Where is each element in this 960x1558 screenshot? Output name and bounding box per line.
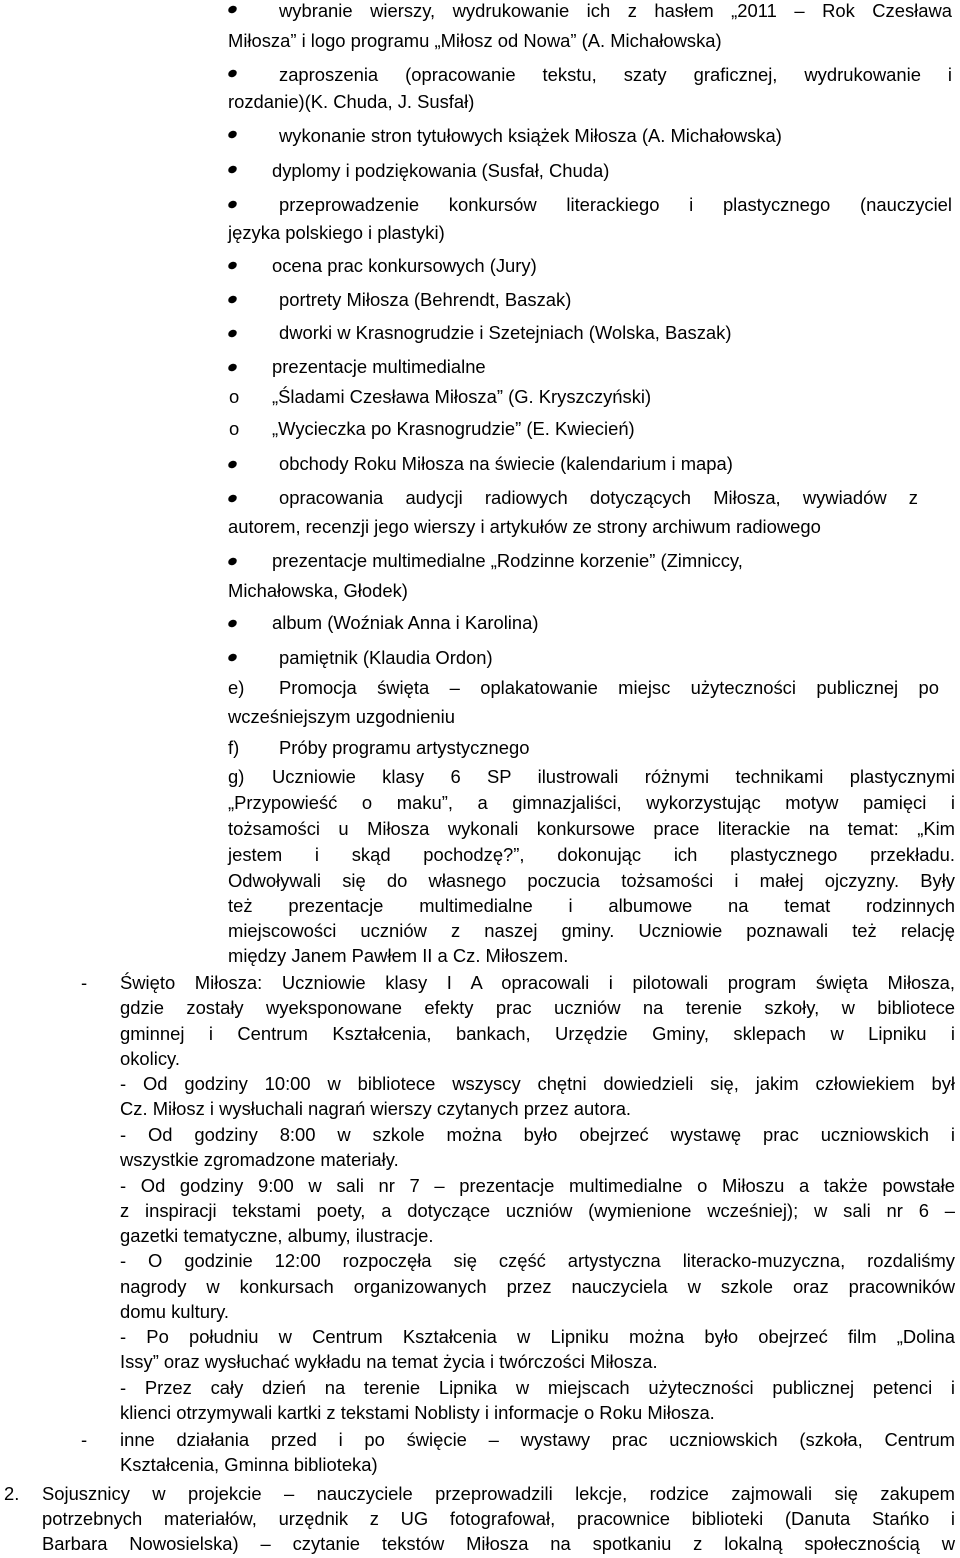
- sub-bullet-text: „Śladami Czesława Miłosza” (G. Kryszczyński): [272, 386, 652, 407]
- schedule-line: - Od godziny 9:00 w sali nr 7 – prezentacje multimedialne o Miłoszu a także powstałe: [120, 1175, 955, 1196]
- bullet-dot: [227, 294, 238, 304]
- item-g-line: między Janem Pawłem II a Cz. Miłoszem.: [228, 945, 569, 966]
- section2-line: potrzebnych materiałów, urzędnik z UG fotografował, pracownice biblioteki (Danuta Stańko i: [42, 1508, 955, 1529]
- bullet-text: album (Woźniak Anna i Karolina): [272, 612, 539, 633]
- bullet-dot: [227, 459, 238, 469]
- bullet-text: dyplomy i podziękowania (Susfał, Chuda): [272, 160, 610, 181]
- sub-bullet-marker: o: [229, 386, 240, 407]
- dash-marker: -: [81, 1429, 88, 1450]
- sub-bullet-text: „Wycieczka po Krasnogrudzie” (E. Kwiecień): [272, 418, 635, 439]
- bullet-dot: [227, 129, 238, 139]
- item-g-line: „Przypowieść o maku”, a gimnazjaliści, wykorzystując motyw pamięci i: [228, 792, 955, 813]
- bullet-text: prezentacje multimedialne „Rodzinne korzenie” (Zimniccy,: [272, 550, 743, 571]
- bullet-dot: [227, 199, 238, 209]
- item-marker-g: g): [228, 766, 245, 787]
- item-g-line: jestem i skąd pochodzę?”, dokonując ich plastycznego przekładu.: [228, 844, 955, 865]
- sub-bullet-marker: o: [229, 418, 240, 439]
- bullet-dot: [227, 652, 238, 662]
- bullet-text: prezentacje multimedialne: [272, 356, 486, 377]
- bullet-text: obchody Roku Miłosza na świecie (kalendarium i mapa): [279, 453, 733, 474]
- inne-line: Kształcenia, Gminna biblioteka): [120, 1454, 378, 1475]
- item-e-text: Promocja święta – oplakatowanie miejsc użyteczności publicznej po: [279, 677, 939, 698]
- bullet-text-cont: Miłosza” i logo programu „Miłosz od Nowa” (A. Michałowska): [228, 30, 722, 51]
- item-f-text: Próby programu artystycznego: [279, 737, 530, 758]
- swieto-line: okolicy.: [120, 1048, 180, 1069]
- schedule-line: - O godzinie 12:00 rozpoczęła się część artystyczna literacko-muzyczna, rozdaliśmy: [120, 1250, 955, 1271]
- bullet-dot: [227, 618, 238, 628]
- schedule-line: - Po południu w Centrum Kształcenia w Lipniku można było obejrzeć film „Dolina: [120, 1326, 955, 1347]
- schedule-line: - Od godziny 10:00 w bibliotece wszyscy chętni dowiedzieli się, jakim człowiekiem był: [120, 1073, 955, 1094]
- bullet-text-cont: autorem, recenzji jego wierszy i artykułów ze strony archiwum radiowego: [228, 516, 821, 537]
- schedule-line: wszystkie zgromadzone materiały.: [120, 1149, 399, 1170]
- bullet-text: pamiętnik (Klaudia Ordon): [279, 647, 493, 668]
- item-marker-e: e): [228, 677, 245, 698]
- bullet-text: przeprowadzenie konkursów literackiego i plastycznego (nauczyciel: [279, 194, 952, 215]
- schedule-line: domu kultury.: [120, 1301, 230, 1322]
- schedule-line: z inspiracji tekstami poety, a dotyczące uczniów (wymienione wcześniej); w sali nr 6 –: [120, 1200, 955, 1221]
- swieto-line: Święto Miłosza: Uczniowie klasy I A opracowali i pilotowali program święta Miłosza,: [120, 972, 955, 993]
- bullet-dot: [227, 362, 238, 372]
- section-number: 2.: [4, 1483, 20, 1504]
- bullet-text-cont: Michałowska, Głodek): [228, 580, 408, 601]
- bullet-text: ocena prac konkursowych (Jury): [272, 255, 537, 276]
- swieto-line: gminnej i Centrum Kształcenia, bankach, Urzędzie Gminy, sklepach w Lipniku i: [120, 1023, 955, 1044]
- bullet-text-cont: rozdanie)(K. Chuda, J. Susfał): [228, 91, 475, 112]
- item-g-line: też prezentacje multimedialne i albumowe na temat rodzinnych: [228, 895, 955, 916]
- bullet-dot: [227, 164, 238, 174]
- bullet-text: wykonanie stron tytułowych książek Miłosza (A. Michałowska): [279, 125, 782, 146]
- schedule-line: - Od godziny 8:00 w szkole można było obejrzeć wystawę prac uczniowskich i: [120, 1124, 955, 1145]
- bullet-text-cont: języka polskiego i plastyki): [228, 222, 445, 243]
- item-g-line: Uczniowie klasy 6 SP ilustrowali różnymi technikami plastycznymi: [272, 766, 955, 787]
- section2-line: Barbara Nowosielska) – czytanie tekstów Miłosza na spotkaniu z lokalną społecznością w: [42, 1533, 955, 1554]
- item-e-text-cont: wcześniejszym uzgodnieniu: [228, 706, 455, 727]
- bullet-dot: [227, 68, 238, 78]
- swieto-line: gdzie zostały wyeksponowane efekty prac uczniów na terenie szkoły, w bibliotece: [120, 997, 955, 1018]
- schedule-line: - Przez cały dzień na terenie Lipnika w miejscach użyteczności publicznej petenci i: [120, 1377, 955, 1398]
- item-marker-f: f): [228, 737, 240, 758]
- bullet-text: wybranie wierszy, wydrukowanie ich z hasłem „2011 – Rok Czesława: [279, 0, 952, 21]
- section2-line: Sojusznicy w projekcie – nauczyciele przeprowadzili lekcje, rodzice zajmowali się zakupem: [42, 1483, 955, 1504]
- bullet-text: opracowania audycji radiowych dotyczących Miłosza, wywiadów z: [279, 487, 918, 508]
- schedule-line: klienci otrzymywali kartki z tekstami Noblisty i informacje o Roku Miłosza.: [120, 1402, 715, 1423]
- bullet-dot: [227, 328, 238, 338]
- schedule-line: Issy” oraz wysłuchać wykładu na temat życia i twórczości Miłosza.: [120, 1351, 658, 1372]
- bullet-dot: [227, 493, 238, 503]
- item-g-line: tożsamości u Miłosza wykonali konkursowe prace literackie na temat: „Kim: [228, 818, 955, 839]
- inne-line: inne działania przed i po święcie – wystawy prac uczniowskich (szkoła, Centrum: [120, 1429, 955, 1450]
- item-g-line: Odwoływali się do własnego poczucia tożsamości i małej ojczyzny. Były: [228, 870, 955, 891]
- dash-marker: -: [81, 972, 88, 993]
- schedule-line: Cz. Miłosz i wysłuchali nagrań wierszy czytanych przez autora.: [120, 1098, 632, 1119]
- bullet-dot: [227, 556, 238, 566]
- item-g-line: miejscowości uczniów z naszej gminy. Uczniowie poznawali też relację: [228, 920, 955, 941]
- schedule-line: gazetki tematyczne, albumy, ilustracje.: [120, 1225, 434, 1246]
- bullet-dot: [227, 260, 238, 270]
- bullet-dot: [227, 4, 238, 14]
- schedule-line: nagrody w konkursach organizowanych przez nauczyciela w szkole oraz pracowników: [120, 1276, 955, 1297]
- bullet-text: zaproszenia (opracowanie tekstu, szaty graficznej, wydrukowanie i: [279, 64, 952, 85]
- bullet-text: portrety Miłosza (Behrendt, Baszak): [279, 289, 572, 310]
- bullet-text: dworki w Krasnogrudzie i Szetejniach (Wolska, Baszak): [279, 322, 732, 343]
